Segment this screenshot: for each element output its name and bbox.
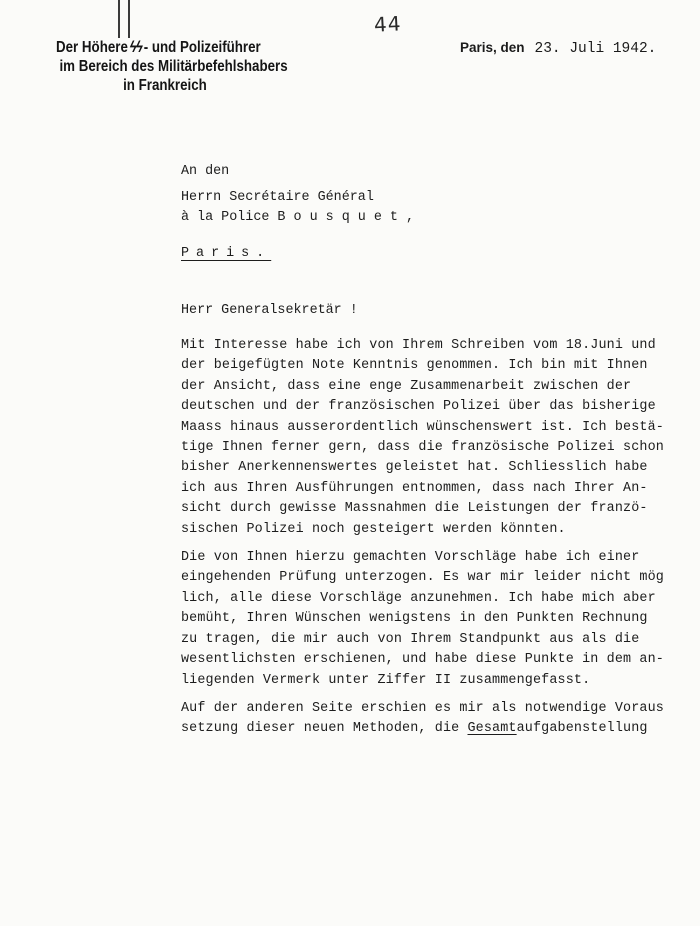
paragraph [181, 336, 696, 540]
page-number: 44 [373, 11, 403, 37]
salutation: Herr Generalsekretär ! [181, 303, 358, 318]
ss-rune-symbol: ϟϟ [129, 39, 142, 56]
date-place: Paris, den [460, 40, 525, 55]
address-line-2: Herrn Secrétaire Général [181, 190, 374, 205]
text-line: bisher Anerkennenswertes geleistet hat. Schliesslich habe [181, 460, 648, 476]
address-line-1: An den [181, 164, 230, 179]
address-city: Paris. [181, 246, 272, 261]
text-line: ich aus Ihren Ausführungen entnommen, dass nach Ihrer An- [181, 480, 648, 496]
text-line: sicht durch gewisse Massnahmen die Leistungen der franzö- [181, 501, 648, 517]
paragraph [181, 548, 696, 691]
underlined-word: Gesamt [467, 721, 517, 737]
text-line: liegenden Vermerk unter Ziffer II zusammengefasst. [181, 672, 591, 688]
text-line: deutschen und der französischen Polizei über das bisherige [181, 399, 656, 415]
text-line: Die von Ihnen hierzu gemachten Vorschläge habe ich einer [181, 550, 640, 566]
letterhead-line-1: Der Höhere ϟϟ - und Polizeiführer [56, 39, 261, 56]
letterhead [56, 38, 288, 95]
recipient-address [181, 162, 414, 264]
text-line: Maass hinaus ausserordentlich wünschenswert ist. Ich bestä- [181, 419, 664, 435]
date-value: 23. Juli 1942. [534, 41, 657, 57]
text-line: lich, alle diese Vorschläge anzunehmen. Ich habe mich aber [181, 590, 656, 606]
date-line [460, 40, 656, 57]
letterhead-line-2: im Bereich des Militärbefehlshabers [59, 58, 288, 75]
text-line: setzung dieser neuen Methoden, die Gesamtaufgabenstellung [181, 721, 648, 737]
text-line: bemüht, Ihren Wünschen wenigstens in den Punkten Rechnung [181, 611, 648, 627]
text-line: Mit Interesse habe ich von Ihrem Schreiben vom 18.Juni und [181, 338, 656, 353]
text-line: tige Ihnen ferner gern, dass die französische Polizei schon [181, 440, 664, 456]
text-line: der Ansicht, dass eine enge Zusammenarbeit zwischen der [181, 378, 632, 394]
text-line: wesentlichsten erschienen, und habe diese Punkte in dem an- [181, 652, 664, 668]
text-line: zu tragen, die mir auch von Ihrem Standpunkt aus als die [181, 631, 640, 647]
address-line-3: à la Police B o u s q u e t , [181, 210, 415, 225]
letter-body [181, 336, 696, 748]
paragraph [181, 699, 696, 740]
text-line: der beigefügten Note Kenntnis genommen. Ich bin mit Ihnen [181, 358, 648, 374]
margin-mark [118, 0, 120, 38]
margin-mark [128, 0, 130, 38]
letterhead-line-3: in Frankreich [123, 77, 207, 94]
text-line: eingehenden Prüfung unterzogen. Es war mir leider nicht mög [181, 570, 664, 586]
text-line: Auf der anderen Seite erschien es mir als notwendige Voraus [181, 700, 664, 716]
text-line: sischen Polizei noch gesteigert werden könnten. [181, 521, 566, 537]
